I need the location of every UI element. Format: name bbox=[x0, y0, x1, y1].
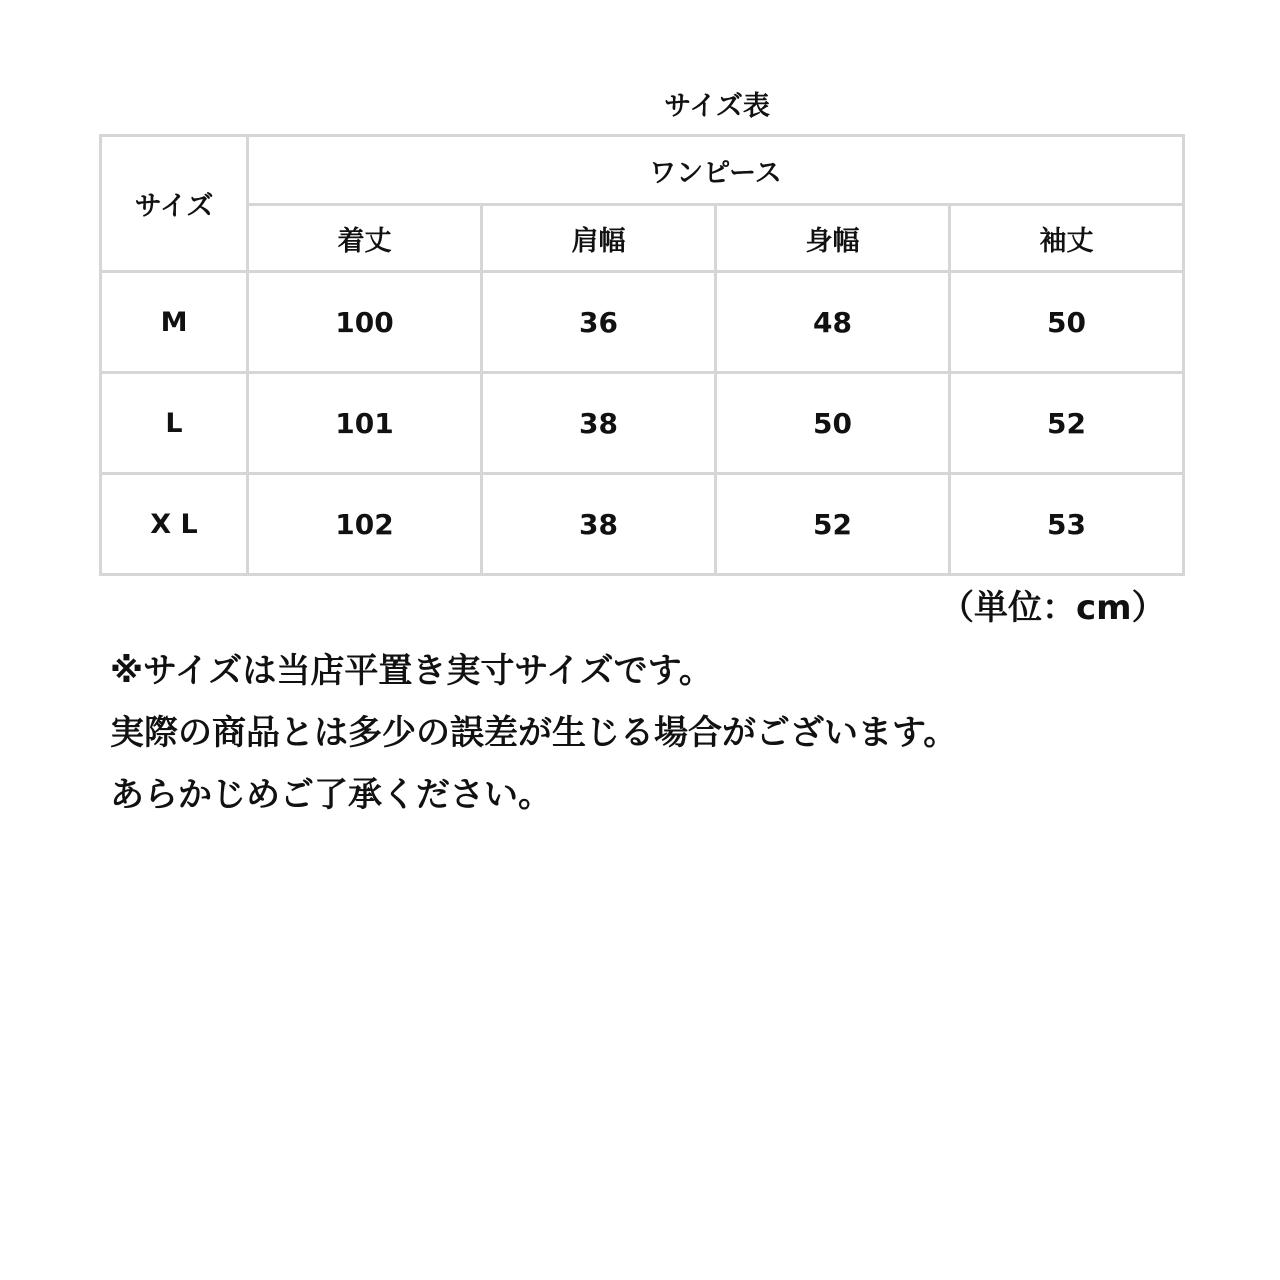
cell-value: 38 bbox=[482, 474, 716, 575]
cell-value: 52 bbox=[950, 373, 1184, 474]
cell-value: 102 bbox=[248, 474, 482, 575]
column-header-shoulder: 肩幅 bbox=[482, 205, 716, 272]
table-row bbox=[101, 474, 1184, 575]
row-size-label: M bbox=[101, 272, 248, 373]
group-header-cell: ワンピース bbox=[248, 136, 1184, 205]
cell-value: 52 bbox=[716, 474, 950, 575]
notes-block bbox=[110, 640, 1260, 826]
cell-value: 36 bbox=[482, 272, 716, 373]
cell-value: 101 bbox=[248, 373, 482, 474]
table-row bbox=[101, 272, 1184, 373]
size-table bbox=[99, 134, 1185, 576]
note-line: ※サイズは当店平置き実寸サイズです。 bbox=[110, 651, 713, 691]
size-chart-title: サイズ表 bbox=[664, 91, 770, 122]
table-row bbox=[101, 373, 1184, 474]
note-line: 実際の商品とは多少の誤差が生じる場合がございます。 bbox=[110, 713, 958, 753]
cell-value: 50 bbox=[950, 272, 1184, 373]
table-header-row bbox=[101, 136, 1184, 205]
row-size-label: X L bbox=[101, 474, 248, 575]
column-header-chest: 身幅 bbox=[716, 205, 950, 272]
note-line: あらかじめご了承ください。 bbox=[110, 775, 552, 815]
cell-value: 48 bbox=[716, 272, 950, 373]
column-header-row bbox=[101, 205, 1184, 272]
unit-note: （単位：cm） bbox=[940, 588, 1166, 628]
row-size-label: L bbox=[101, 373, 248, 474]
column-header-sleeve: 袖丈 bbox=[950, 205, 1184, 272]
cell-value: 38 bbox=[482, 373, 716, 474]
cell-value: 50 bbox=[716, 373, 950, 474]
cell-value: 100 bbox=[248, 272, 482, 373]
cell-value: 53 bbox=[950, 474, 1184, 575]
size-header-cell: サイズ bbox=[101, 136, 248, 272]
column-header-length: 着丈 bbox=[248, 205, 482, 272]
